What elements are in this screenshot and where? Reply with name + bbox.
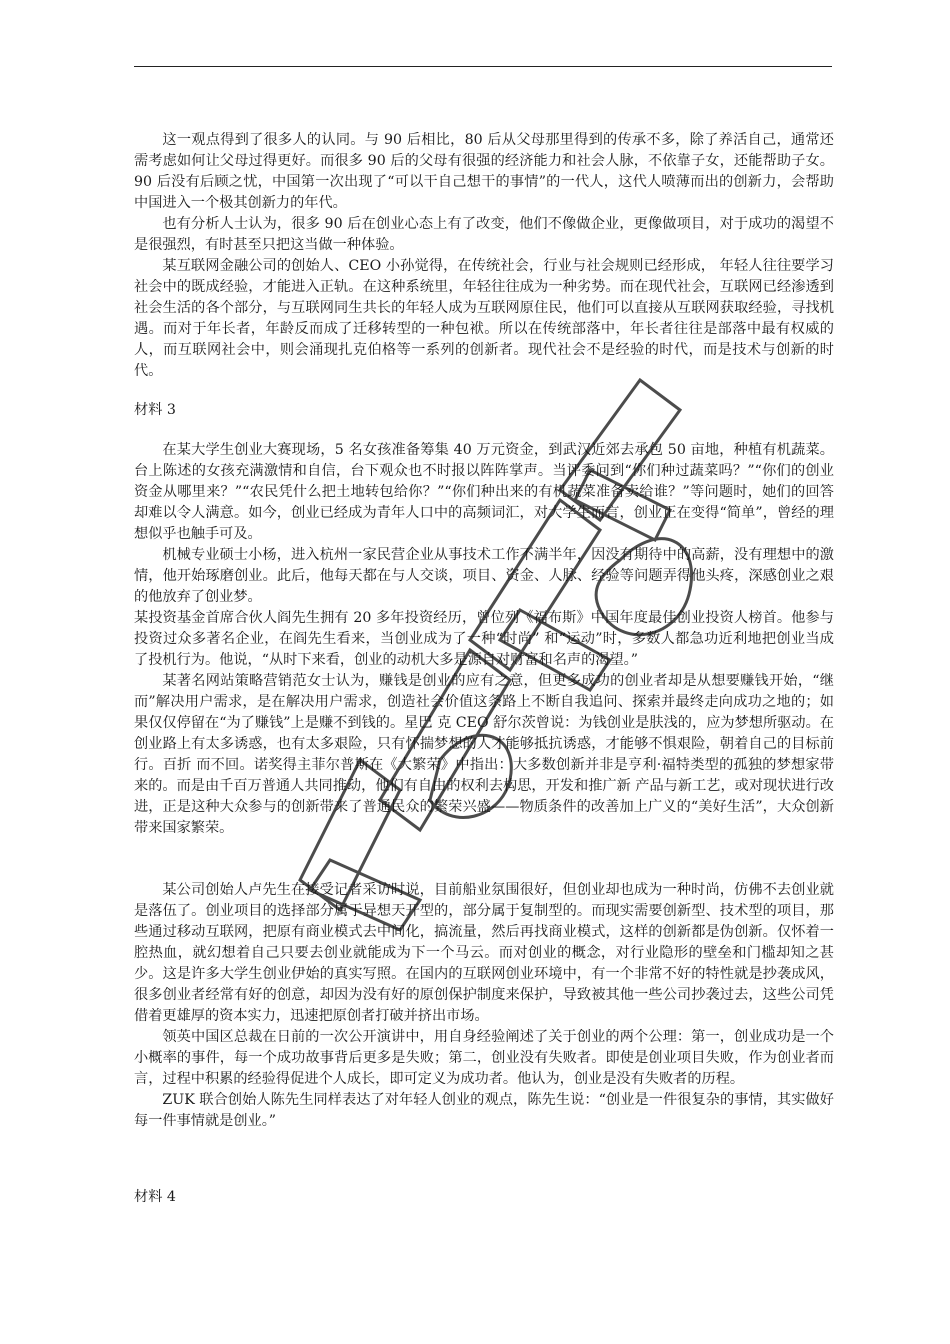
paragraph: 领英中国区总裁在日前的一次公开演讲中，用自身经验阐述了关于创业的两个公理：第一，创业成功是一个小概率的事件，每一个成功故事背后更多是失败；第二，创业没有失败者。即使是创业项目失败，作为创业者而言，过程中积累的经验得促进个人成长，即可定义为成功者。他认为，创业是没有失败者的历程。 (134, 1029, 834, 1087)
paragraph: 在某大学生创业大赛现场，5 名女孩准备筹集 40 万元资金，到武汉近郊去承包 50 亩地，种植有机蔬菜。台上陈述的女孩充满激情和自信，台下观众也不时报以阵阵掌声。当评委问到“你们种过蔬菜吗？”“你们的创业资金从哪里来？”“农民凭什么把土地转包给你？”“你们种出来的有机蔬菜准备卖给谁？”等问题时，她们的回答却难以令人满意。如今，创业已经成为青年人口中的高频词汇，对大学生而言，创业正在变得“简单”，曾经的理想似乎也触手可及。 (134, 442, 834, 542)
material-2-body (134, 130, 834, 382)
paragraph: 也有分析人士认为，很多 90 后在创业心态上有了改变，他们不像做企业，更像做项目，对于成功的渴望不是很强烈，有时甚至只把这当做一种体验。 (134, 216, 834, 253)
paragraph: 某投资基金首席合伙人阎先生拥有 20 多年投资经历，曾位列《福布斯》中国年度最佳创业投资人榜首。他参与投资过众多著名企业，在阎先生看来，当创业成为了一种“时尚” 和“运动”时，多数人都急功近利地把创业当成了投机行为。他说，“从时下来看，创业的动机大多是源自对财富和名声的渴望。” (134, 610, 834, 668)
paragraph: ZUK 联合创始人陈先生同样表达了对年轻人创业的观点，陈先生说：“创业是一件很复杂的事情，其实做好每一件事情就是创业。” (134, 1092, 834, 1129)
paragraph: 机械专业硕士小杨，进入杭州一家民营企业从事技术工作不满半年，因没有期待中的高薪，没有理想中的激情，他开始琢磨创业。此后，他每天都在与人交谈，项目、资金、人脉、经验等问题弄得他头疼，深感创业之艰的他放弃了创业梦。 (134, 547, 834, 605)
paragraph: 某著名网站策略营销范女士认为，赚钱是创业的应有之意，但更多成功的创业者却是从想要赚钱开始，“继而”解决用户需求，是在解决用户需求，创造社会价值这条路上不断自我追问、探索并最终走向成功之地的；如果仅仅停留在“为了赚钱”上是赚不到钱的。星巴 克 CEO 舒尔茨曾说：为钱创业是肤浅的，应为梦想所驱动。在创业路上有太多诱惑，也有太多艰险，只有怀揣梦想的人才能够抵抗诱惑，才能够不惧艰险，朝着自己的目标前行。百折 而不回。诺奖得主菲尔普斯在《大繁荣》中指出：大多数创新并非是亨利·福特类型的孤独的梦想家带来的。而是由千百万普通人共同推动，他们有自由的权利去构思，开发和推广新 产品与新工艺，或对现状进行改进，正是这种大众参与的创新带来了普通民众的繁荣兴盛——物质条件的改善加上广义的“美好生活”，大众创新带来国家繁荣。 (134, 673, 834, 836)
material-3-body-continued (134, 880, 834, 1132)
paragraph: 某互联网金融公司的创始人、CEO 小孙觉得，在传统社会，行业与社会规则已经形成， 年轻人往往要学习社会中的既成经验，才能进入正轨。在这种系统里，年轻往往成为一种劣势。而在现代社会，互联网已经渗透到社会生活的各个部分，与互联网同生共长的年轻人成为互联网原住民，他们可以直接从互联网获取经验，寻找机遇。而对于年长者，年龄反而成了迁移转型的一种包袱。所以在传统部落中，年长者往往是部落中最有权威的人，而互联网社会中，则会涌现扎克伯格等一系列的创新者。现代社会不是经验的时代，而是技术与创新的时代。 (134, 258, 834, 379)
section-heading-material-3: 材料 3 (134, 402, 176, 418)
header-rule (134, 66, 832, 67)
paragraph: 某公司创始人卢先生在接受记者采访时说，目前船业氛围很好，但创业却也成为一种时尚，仿佛不去创业就是落伍了。创业项目的选择部分属于异想天开型的，部分属于复制型的。而现实需要创新型、技术型的项目，那些通过移动互联网，把原有商业模式去中间化，搞流量，然后再找商业模式，这样的创新都是伪创新。仅怀着一腔热血，就幻想着自己只要去创业就能成为下一个马云。而对创业的概念，对行业隐形的壁垒和门槛却知之甚少。这是许多大学生创业伊始的真实写照。在国内的互联网创业环境中，有一个非常不好的特性就是抄袭成风，很多创业者经常有好的创意，却因为没有好的原创保护制度来保护，导致被其他一些公司抄袭过去，这些公司凭借着更雄厚的资本实力，迅速把原创者打破并挤出市场。 (134, 882, 834, 1024)
material-3-body (134, 440, 834, 839)
section-heading-material-4: 材料 4 (134, 1189, 176, 1205)
paragraph: 这一观点得到了很多人的认同。与 90 后相比，80 后从父母那里得到的传承不多，除了养活自己，通常还需考虑如何让父母过得更好。而很多 90 后的父母有很强的经济能力和社会人脉，不依靠子女，还能帮助子女。90 后没有后顾之忧，中国第一次出现了“可以干自己想干的事情”的一代人，这代人喷薄而出的创新力，会帮助中国进入一个极其创新力的年代。 (134, 132, 834, 211)
